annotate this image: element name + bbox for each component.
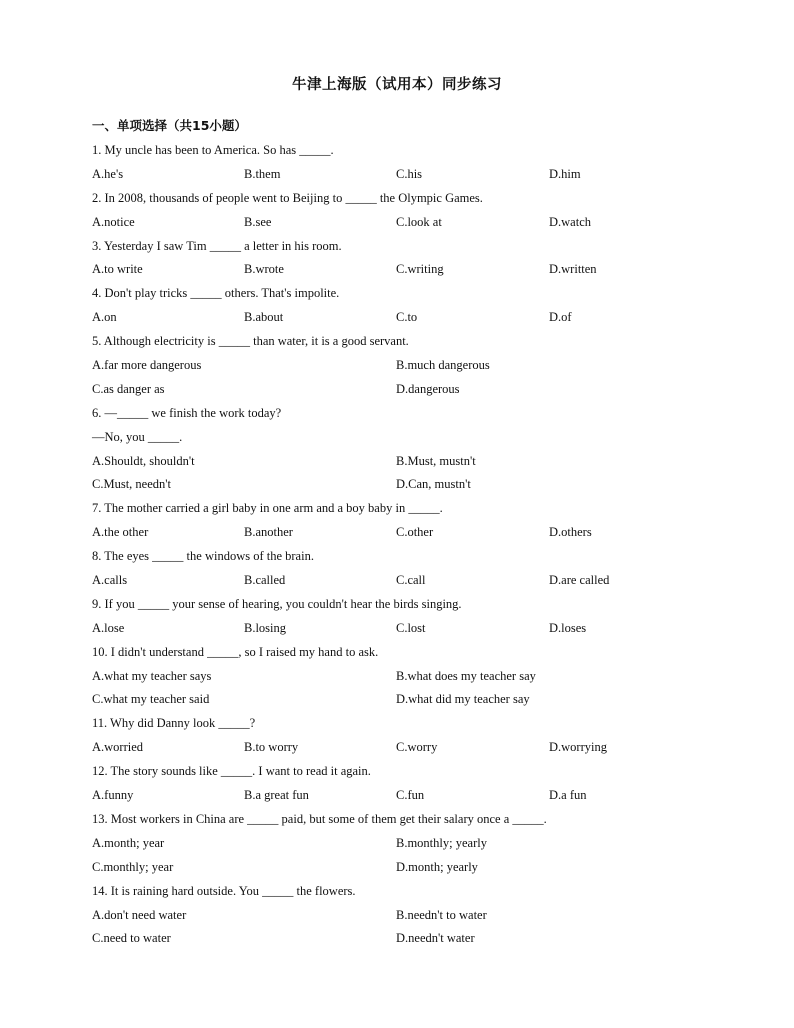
question-item [92, 641, 732, 713]
options-row [92, 617, 732, 641]
question-item [92, 282, 732, 330]
answer-option: A.on [92, 310, 117, 325]
options-row [92, 904, 732, 928]
question-item [92, 330, 732, 402]
answer-option: D.a fun [549, 788, 587, 803]
question-item [92, 880, 732, 952]
answer-option: D.him [549, 166, 581, 181]
answer-option: C.his [396, 166, 423, 181]
question-item [92, 235, 732, 283]
answer-option: C.to [396, 310, 418, 325]
answer-option: D.others [549, 525, 592, 540]
answer-option: C.lost [396, 620, 426, 635]
answer-option: D.watch [549, 214, 591, 229]
answer-option: A.lose [92, 620, 125, 635]
answer-option: B.another [244, 525, 293, 540]
options-row [92, 569, 732, 593]
question-item [92, 497, 732, 545]
question-stem: 3. Yesterday I saw Tim _____ a letter in his room. [92, 238, 342, 253]
question-item [92, 545, 732, 593]
answer-option: A.the other [92, 525, 149, 540]
answer-option: A.to write [92, 262, 143, 277]
answer-option: C.need to water [92, 931, 171, 946]
answer-option: D.dangerous [396, 381, 460, 396]
section-heading: 一、单项选择（共15小题） [92, 118, 247, 133]
answer-option: B.to worry [244, 740, 299, 755]
answer-option: C.call [396, 573, 426, 588]
options-row [92, 784, 732, 808]
answer-option: D.of [549, 310, 572, 325]
answer-option: D.are called [549, 573, 610, 588]
answer-option: C.Must, needn't [92, 477, 171, 492]
answer-option: B.them [244, 166, 281, 181]
answer-option: B.wrote [244, 262, 284, 277]
question-stem: 11. Why did Danny look _____? [92, 716, 256, 731]
options-row [92, 832, 732, 856]
answer-option: B.losing [244, 620, 287, 635]
options-row [92, 306, 732, 330]
question-stem: 14. It is raining hard outside. You _____ the flowers. [92, 883, 356, 898]
options-row [92, 927, 732, 951]
options-row [92, 211, 732, 235]
answer-option: D.Can, mustn't [396, 477, 471, 492]
question-item [92, 593, 732, 641]
options-row [92, 736, 732, 760]
answer-option: B.see [244, 214, 272, 229]
answer-option: C.fun [396, 788, 425, 803]
answer-option: D.worrying [549, 740, 607, 755]
answer-option: A.month; year [92, 835, 165, 850]
options-row [92, 856, 732, 880]
question-item [92, 712, 732, 760]
question-stem: 7. The mother carried a girl baby in one arm and a boy baby in _____. [92, 501, 443, 516]
answer-option: D.written [549, 262, 597, 277]
answer-option: A.worried [92, 740, 144, 755]
question-stem: 9. If you _____ your sense of hearing, you couldn't hear the birds singing. [92, 596, 462, 611]
answer-option: C.worry [396, 740, 438, 755]
options-row [92, 521, 732, 545]
question-stem: 10. I didn't understand _____, so I raised my hand to ask. [92, 644, 379, 659]
answer-option: B.about [244, 310, 284, 325]
answer-option: B.Must, mustn't [396, 453, 476, 468]
answer-option: B.a great fun [244, 788, 309, 803]
answer-option: C.monthly; year [92, 859, 174, 874]
options-row [92, 473, 732, 497]
answer-option: A.calls [92, 573, 128, 588]
answer-option: C.look at [396, 214, 442, 229]
answer-option: C.writing [396, 262, 444, 277]
answer-option: D.loses [549, 620, 587, 635]
question-stem: 13. Most workers in China are _____ paid, but some of them get their salary once a _____. [92, 811, 547, 826]
options-row [92, 450, 732, 474]
question-stem: 12. The story sounds like _____. I want to read it again. [92, 764, 371, 779]
question-list [92, 139, 732, 951]
answer-option: B.monthly; yearly [396, 835, 487, 850]
answer-option: D.what did my teacher say [396, 692, 530, 707]
answer-option: D.needn't water [396, 931, 475, 946]
options-row [92, 163, 732, 187]
answer-option: A.he's [92, 166, 124, 181]
answer-option: A.don't need water [92, 907, 187, 922]
answer-option: B.much dangerous [396, 358, 490, 373]
answer-option: C.what my teacher said [92, 692, 210, 707]
question-item [92, 760, 732, 808]
options-row [92, 665, 732, 689]
options-row [92, 258, 732, 282]
answer-option: B.needn't to water [396, 907, 487, 922]
question-stem: 8. The eyes _____ the windows of the brain. [92, 549, 314, 564]
answer-option: A.far more dangerous [92, 358, 202, 373]
question-stem: 5. Although electricity is _____ than water, it is a good servant. [92, 334, 409, 349]
answer-option: A.funny [92, 788, 134, 803]
answer-option: B.what does my teacher say [396, 668, 536, 683]
question-item [92, 187, 732, 235]
options-row [92, 378, 732, 402]
answer-option: C.other [396, 525, 434, 540]
question-item [92, 402, 732, 498]
question-item [92, 808, 732, 880]
question-stem: —No, you _____. [92, 429, 183, 444]
answer-option: C.as danger as [92, 381, 165, 396]
answer-option: B.called [244, 573, 286, 588]
question-item [92, 139, 732, 187]
answer-option: A.Shouldt, shouldn't [92, 453, 195, 468]
question-stem: 2. In 2008, thousands of people went to Beijing to _____ the Olympic Games. [92, 190, 483, 205]
question-stem: 4. Don't play tricks _____ others. That's impolite. [92, 286, 340, 301]
options-row [92, 688, 732, 712]
question-stem: 1. My uncle has been to America. So has _____. [92, 143, 334, 157]
question-stem: 6. —_____ we finish the work today? [92, 405, 282, 420]
answer-option: D.month; yearly [396, 859, 478, 874]
options-row [92, 354, 732, 378]
page-title: 牛津上海版（试用本）同步练习 [292, 77, 502, 93]
answer-option: A.what my teacher says [92, 668, 212, 683]
answer-option: A.notice [92, 214, 135, 229]
